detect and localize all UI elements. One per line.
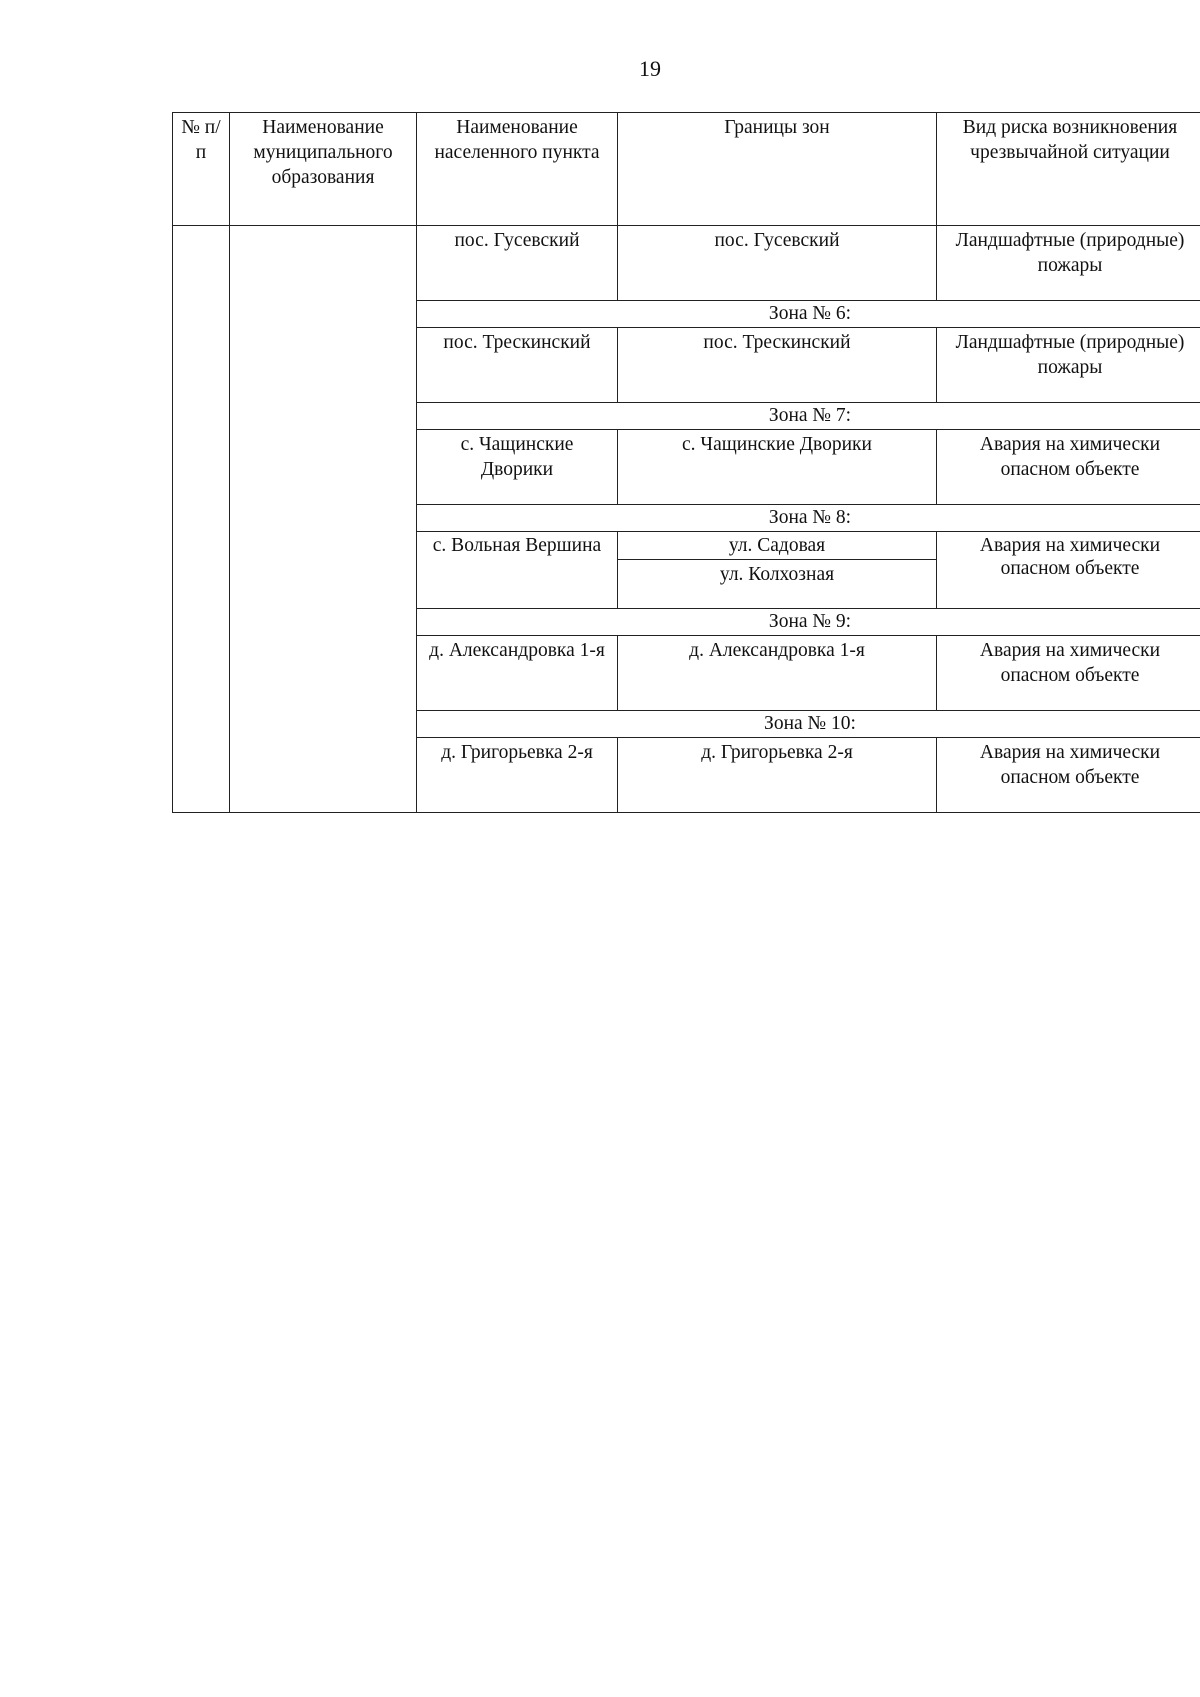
table-row — [173, 226, 1200, 301]
risk-cell: Авария на химически опасном объекте — [937, 636, 1200, 711]
zone-label: Зона № 10: — [417, 711, 1200, 738]
zones-table — [172, 112, 1200, 813]
header-borders: Границы зон — [618, 113, 937, 226]
header-settlement: Наименование населенного пункта — [417, 113, 618, 226]
risk-cell: Ландшафтные (природные) пожары — [937, 226, 1200, 301]
border-cell: с. Чащинские Дворики — [618, 430, 937, 505]
risk-cell: Авария на химически опасном объекте — [937, 738, 1200, 813]
table-header-row — [173, 113, 1200, 226]
border-cell: д. Александровка 1-я — [618, 636, 937, 711]
settlement-cell: пос. Гусевский — [417, 226, 618, 301]
header-risk: Вид риска возникновения чрезвычайной ситуации — [937, 113, 1200, 226]
border-cell: пос. Гусевский — [618, 226, 937, 301]
border-cell: пос. Трескинский — [618, 328, 937, 403]
risk-cell: Авария на химически опасном объекте — [937, 430, 1200, 505]
municipality-cell — [230, 226, 417, 813]
border-cell: ул. Садовая — [618, 532, 937, 560]
settlement-cell: с. Чащинские Дворики — [417, 430, 618, 505]
settlement-cell: с. Вольная Вершина — [417, 532, 618, 609]
zone-label: Зона № 6: — [417, 301, 1200, 328]
zone-label: Зона № 7: — [417, 403, 1200, 430]
risk-cell: Ландшафтные (природные) пожары — [937, 328, 1200, 403]
settlement-cell: д. Александровка 1-я — [417, 636, 618, 711]
settlement-cell: пос. Трескинский — [417, 328, 618, 403]
zone-label: Зона № 9: — [417, 609, 1200, 636]
num-cell — [173, 226, 230, 813]
page-number: 19 — [639, 56, 661, 81]
settlement-cell: д. Григорьевка 2-я — [417, 738, 618, 813]
header-num: № п/п — [173, 113, 230, 226]
zone-label: Зона № 8: — [417, 505, 1200, 532]
header-municipality: Наименование муниципального образования — [230, 113, 417, 226]
risk-cell: Авария на химически опасном объекте — [937, 532, 1200, 609]
border-cell: д. Григорьевка 2-я — [618, 738, 937, 813]
border-cell: ул. Колхозная — [618, 560, 937, 609]
